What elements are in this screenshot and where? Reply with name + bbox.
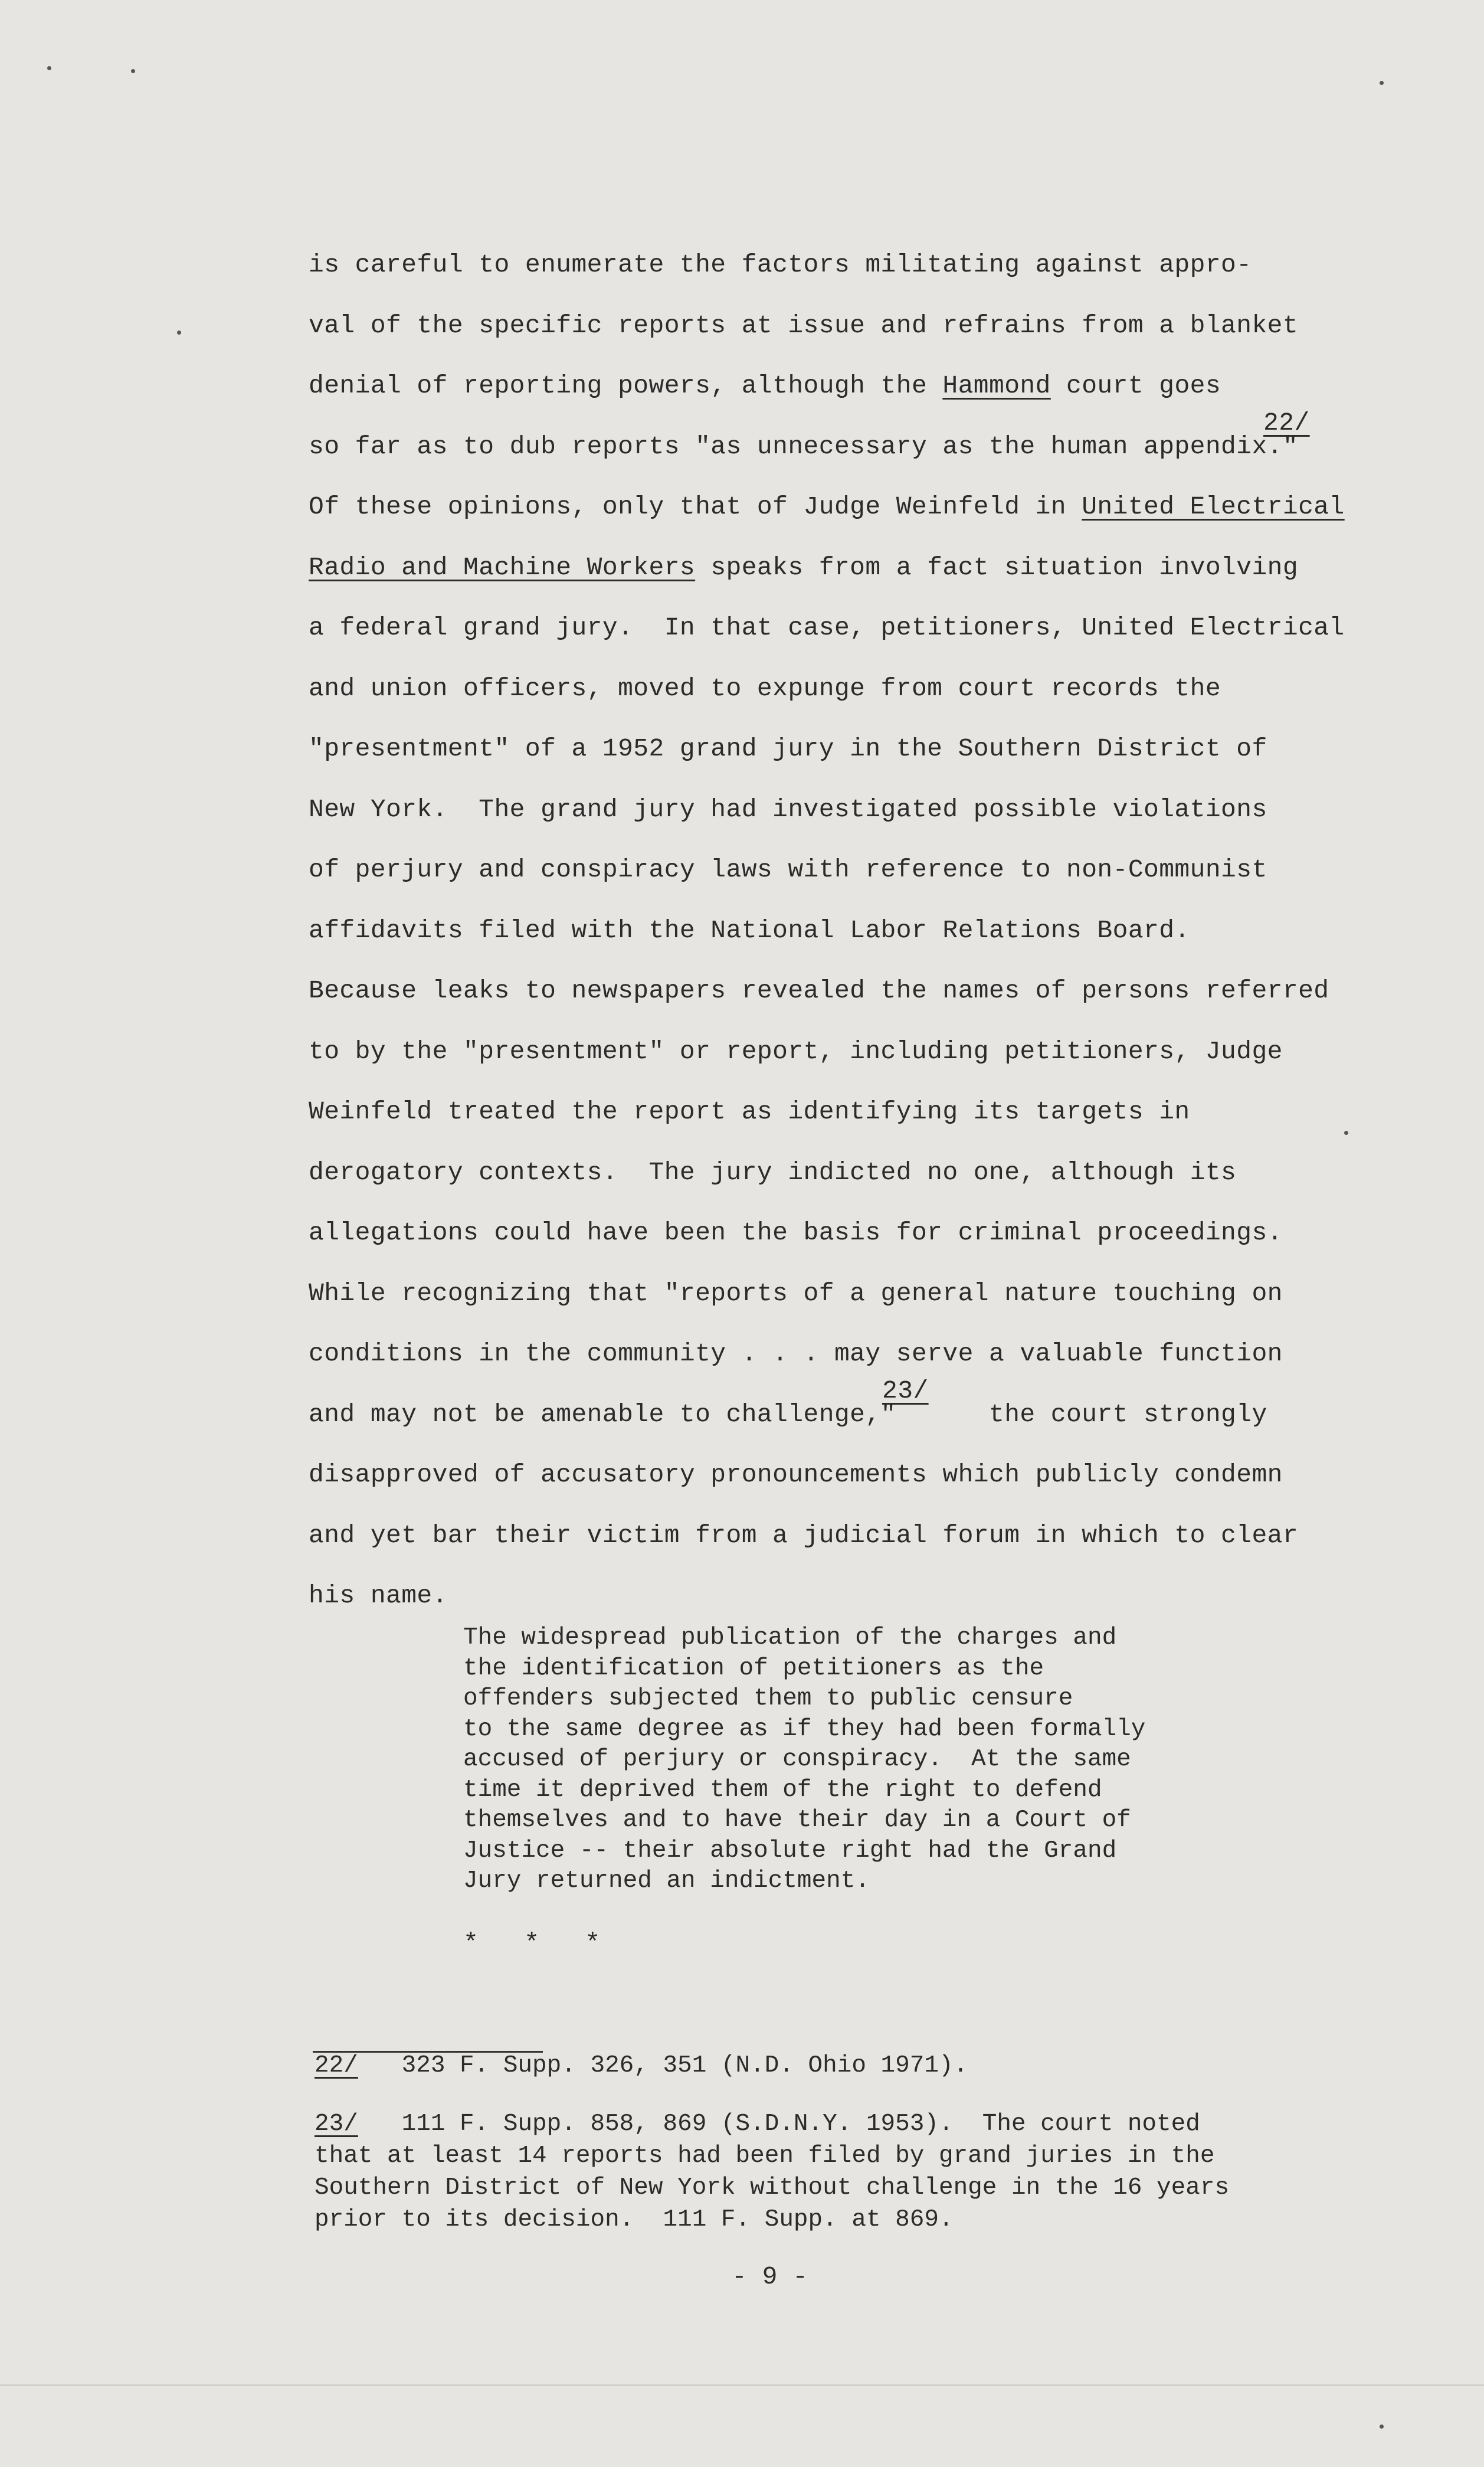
speck bbox=[47, 66, 51, 70]
speck bbox=[1380, 2425, 1384, 2429]
quote-line: The widespread publication of the charges and bbox=[463, 1624, 1117, 1651]
body-text bbox=[309, 235, 1383, 1627]
body-line: and union officers, moved to expunge from court records the bbox=[309, 673, 1221, 703]
footnote-ref-22: 22/ bbox=[1263, 408, 1310, 437]
body-line bbox=[309, 408, 1383, 477]
body-line bbox=[309, 356, 1383, 417]
footnote-ref-23: 23/ bbox=[882, 1376, 929, 1405]
quote-line: the identification of petitioners as the bbox=[463, 1654, 1044, 1682]
quote-line: offenders subjected them to public censure bbox=[463, 1685, 1073, 1712]
body-line: derogatory contexts. The jury indicted no one, although its bbox=[309, 1157, 1237, 1187]
body-line: his name. bbox=[309, 1581, 448, 1610]
footnote-text: 323 F. Supp. 326, 351 (N.D. Ohio 1971). bbox=[358, 2052, 968, 2079]
quote-line: time it deprived them of the right to defend bbox=[463, 1776, 1102, 1804]
body-line: a federal grand jury. In that case, petitioners, United Electrical bbox=[309, 613, 1345, 642]
body-line: "presentment" of a 1952 grand jury in the Southern District of bbox=[309, 734, 1267, 763]
body-line: New York. The grand jury had investigated possible violations bbox=[309, 794, 1267, 824]
text-run: Of these opinions, only that of Judge Weinfeld in bbox=[309, 492, 1082, 521]
body-line: Because leaks to newspapers revealed the names of persons referred bbox=[309, 976, 1329, 1005]
page-edge bbox=[0, 2384, 1484, 2386]
footnote-line: that at least 14 reports had been filed by grand juries in the bbox=[315, 2142, 1215, 2170]
page-number: - 9 - bbox=[732, 2262, 808, 2291]
speck bbox=[131, 69, 135, 73]
body-line: to by the "presentment" or report, including petitioners, Judge bbox=[309, 1036, 1283, 1066]
speck bbox=[1380, 81, 1384, 85]
body-line: val of the specific reports at issue and refrains from a blanket bbox=[309, 310, 1299, 340]
speck bbox=[177, 331, 181, 335]
footnote-23 bbox=[315, 2108, 1200, 2140]
text-run: court goes bbox=[1050, 371, 1221, 400]
body-line: conditions in the community . . . may serve a valuable function bbox=[309, 1339, 1283, 1368]
speck bbox=[1344, 1131, 1348, 1135]
body-line bbox=[309, 477, 1383, 538]
quote-line: Justice -- their absolute right had the Grand bbox=[463, 1837, 1117, 1864]
footnote-22 bbox=[315, 2050, 968, 2082]
case-name-radio-machine-workers: Radio and Machine Workers bbox=[309, 552, 696, 582]
footnote-number: 23/ bbox=[315, 2111, 358, 2138]
footnote-text: 111 F. Supp. 858, 869 (S.D.N.Y. 1953). The court noted bbox=[358, 2111, 1200, 2138]
quote-line: themselves and to have their day in a Court of bbox=[463, 1807, 1131, 1834]
quote-line: to the same degree as if they had been formally bbox=[463, 1715, 1146, 1743]
text-run: denial of reporting powers, although the bbox=[309, 371, 943, 400]
body-line bbox=[309, 538, 1383, 598]
body-line: of perjury and conspiracy laws with reference to non-Communist bbox=[309, 855, 1267, 884]
text-run: and may not be amenable to challenge," the court strongly bbox=[309, 1399, 1267, 1429]
footnote-line: prior to its decision. 111 F. Supp. at 869. bbox=[315, 2206, 954, 2233]
block-quote bbox=[463, 1623, 1230, 1897]
body-line bbox=[309, 1376, 1383, 1445]
body-line: disapproved of accusatory pronouncements which publicly condemn bbox=[309, 1460, 1283, 1489]
footnote-number: 22/ bbox=[315, 2052, 358, 2079]
quote-line: accused of perjury or conspiracy. At the same bbox=[463, 1746, 1131, 1773]
case-name-united-electrical: United Electrical bbox=[1082, 492, 1345, 521]
body-line: allegations could have been the basis for criminal proceedings. bbox=[309, 1218, 1283, 1247]
case-name-hammond: Hammond bbox=[942, 371, 1051, 400]
body-line: is careful to enumerate the factors militating against appro- bbox=[309, 250, 1252, 279]
body-line: and yet bar their victim from a judicial forum in which to clear bbox=[309, 1520, 1299, 1550]
body-line: Weinfeld treated the report as identifying its targets in bbox=[309, 1097, 1190, 1126]
text-run: speaks from a fact situation involving bbox=[695, 552, 1299, 582]
body-line: While recognizing that "reports of a general nature touching on bbox=[309, 1278, 1283, 1308]
text-run: so far as to dub reports "as unnecessary as the human appendix." bbox=[309, 431, 1299, 461]
ellipsis-stars: * * * bbox=[463, 1929, 601, 1958]
footnote-line: Southern District of New York without challenge in the 16 years bbox=[315, 2174, 1230, 2201]
body-line: affidavits filed with the National Labor Relations Board. bbox=[309, 915, 1190, 945]
quote-line: Jury returned an indictment. bbox=[463, 1867, 870, 1895]
